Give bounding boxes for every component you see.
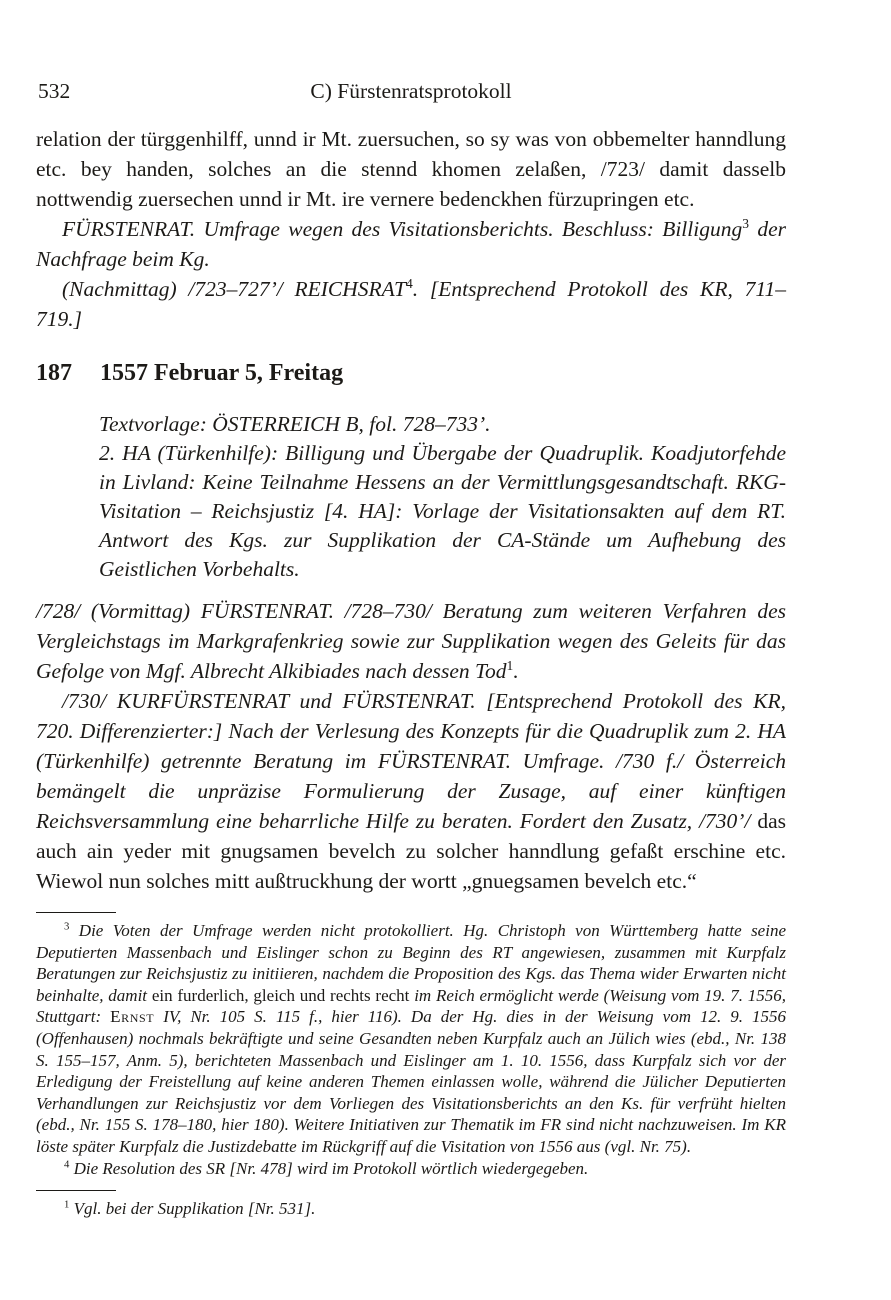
- kurfuerstenrat-editorial-text: /730/ KURFÜRSTENRAT und FÜRSTENRAT. [Entsprechend Protokoll des KR, 720. Differenzierter:] Nach der Verlesung des Konzepts für die Quadruplik zum 2. HA (Türkenhilfe) getrennte Beratung im FÜRSTENRAT. Umfrage. /730 f./ Österreich bemängelt die unpräzise Formulierung der Zusage, auf einer künftigen Reichsversammlung eine beharrliche Hilfe zu beraten. Fordert den Zusatz, /730’/: [36, 689, 786, 833]
- footnote-3-text-2: im Reich ermöglicht werde (Weisung vom 19. 7. 1556, Stuttgart:: [36, 985, 786, 1027]
- continuation-text: relation der türggenhilff, unnd ir Mt. zuersuchen, so sy was von obbemelter hanndlung etc. bey handen, solches an die stennd khomen zelaßen, /723/ damit dasselb nottwendig zuersechen unnd ir Mt. ire vernere bedenckhen fürzupringen etc.: [36, 127, 786, 211]
- footnote-3-text-1: Die Voten der Umfrage werden nicht protokolliert. Hg. Christoph von Württemberg hatte seine Deputierten Massenbach und Eislinger schon zu Beginn des RT angewiesen, zusammen mit Kurpfalz Beratungen zur Reichsjustiz zu initiieren, nachdem die Proposition des Kgs. das Thema wider Erwarten nicht beinhalte, damit: [36, 921, 786, 1005]
- continuation-paragraph: [36, 124, 786, 214]
- fuerstenrat-summary-paragraph: [36, 214, 786, 274]
- vormittag-tail: .: [513, 659, 519, 683]
- footnote-3: [36, 920, 786, 1158]
- regest-text: 2. HA (Türkenhilfe): Billigung und Übergabe der Quadruplik. Koadjutorfehde in Livland: Keine Teilnahme Hessens an der Vermittlungsgesandtschaft. RKG-Visitation – Reichsjustiz [4. HA]: Vorlage der Visitationsakten auf dem RT. Antwort des Kgs. zur Supplikation der CA-Stände um Aufhebung des Geistlichen Vorbehalts.: [99, 441, 786, 581]
- footnote-ref-3: 3: [742, 215, 749, 231]
- footnote-3-quote: ein furderlich, gleich und rechts recht: [151, 985, 415, 1005]
- footnote-ref-1: 1: [506, 657, 514, 673]
- vormittag-paragraph: [36, 596, 786, 686]
- source-note-text: Textvorlage: ÖSTERREICH B, fol. 728–733’.: [99, 412, 491, 436]
- entry-heading: [36, 358, 786, 388]
- running-header: [36, 78, 786, 104]
- entry-date: 1557 Februar 5, Freitag: [100, 360, 344, 386]
- source-block: [99, 410, 786, 584]
- fuerstenrat-summary-text: FÜRSTENRAT. Umfrage wegen des Visitationsberichts. Beschluss: Billigung: [62, 217, 743, 241]
- footnote-1-marker: 1: [64, 1198, 70, 1211]
- footnote-1: [36, 1198, 786, 1220]
- fuerstenrat-summary-tail: der Nachfrage beim Kg.: [36, 217, 786, 271]
- source-note: [99, 410, 786, 439]
- vormittag-text: /728/ (Vormittag) FÜRSTENRAT. /728–730/ Beratung zum weiteren Verfahren des Vergleichstags im Markgrafenkrieg sowie zur Supplikation wegen des Geleits für das Gefolge von Mgf. Albrecht Alkibiades nach dessen Tod: [36, 599, 786, 683]
- footnote-ref-4: 4: [405, 275, 413, 291]
- footnote-separator-rule: [36, 912, 116, 913]
- text-column: [36, 78, 786, 1220]
- reichsrat-paragraph: [36, 274, 786, 334]
- kurfuerstenrat-paragraph: [36, 686, 786, 896]
- entry-number: 187: [36, 360, 72, 386]
- footnote-separator-rule: [36, 1190, 116, 1191]
- footnote-3-author-smallcaps: Ernst: [110, 1007, 155, 1027]
- reichsrat-text: (Nachmittag) /723–727’/ REICHSRAT: [62, 277, 406, 301]
- page-number: 532: [38, 79, 71, 103]
- footnote-1-text: Vgl. bei der Supplikation [Nr. 531].: [69, 1199, 316, 1219]
- kurfuerstenrat-quote-text: das auch ain yeder mit gnugsamen bevelch zu solcher hanndlung gefaßt erschine etc. Wiewol nun solches mitt außtruckhung der wortt „gnuegsamen bevelch etc.“: [36, 809, 786, 893]
- running-head-title: C) Fürstenratsprotokoll: [310, 79, 512, 103]
- reichsrat-tail: . [Entsprechend Protokoll des KR, 711–719.]: [36, 277, 786, 331]
- footnote-4-marker: 4: [64, 1157, 70, 1170]
- footnote-3-marker: 3: [64, 920, 70, 933]
- footnote-4-text: Die Resolution des SR [Nr. 478] wird im Protokoll wörtlich wiedergegeben.: [69, 1158, 589, 1178]
- regest: [99, 439, 786, 584]
- footnote-3-text-3: IV, Nr. 105 S. 115 f., hier 116). Da der Hg. dies in der Weisung vom 12. 9. 1556 (Offenhausen) nochmals bekräftigte und seine Gesandten neben Kurpfalz auch an Jülich wies (ebd., Nr. 138 S. 155–157, Anm. 5), berichteten Massenbach und Eislinger am 1. 10. 1556, dass Kurpfalz sich vor der Erledigung der Freistellung auf keine anderen Themen einlassen wolle, während die Jülicher Deputierten Verhandlungen zur Reichsjustiz vor dem Vorliegen des Visitationsberichts an den Ks. für verfrüht hielten (ebd., Nr. 155 S. 178–180, hier 180). Weitere Initiativen zur Thematik im FR sind nicht nachzuweisen. Im KR löste später Kurpfalz die Justizdebatte im Rückgriff auf die Visitation von 1556 aus (vgl. Nr. 75).: [36, 1007, 786, 1156]
- footnotes-section: [36, 912, 786, 1220]
- footnote-4: [36, 1158, 786, 1180]
